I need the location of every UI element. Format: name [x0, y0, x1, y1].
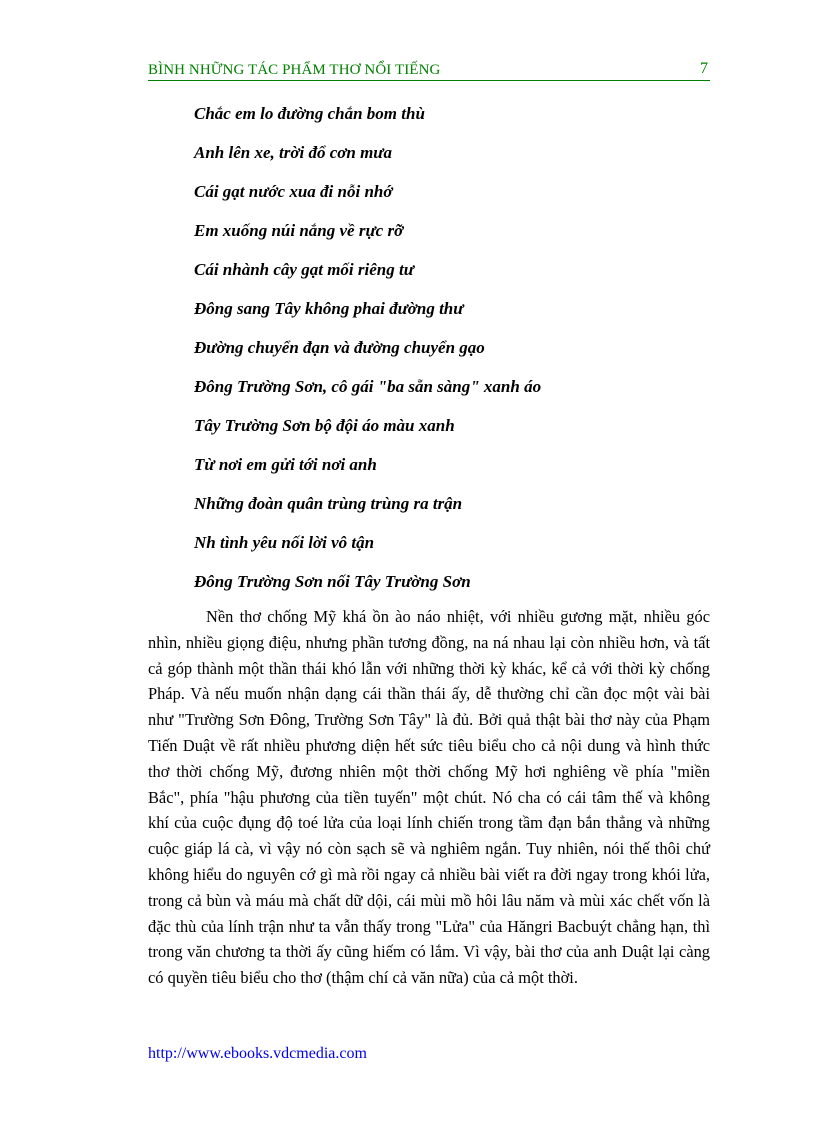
running-header	[148, 60, 710, 81]
verse-line: Những đoàn quân trùng trùng ra trận	[194, 494, 463, 513]
page-number: 7	[700, 60, 708, 77]
verse-line: Tây Trường Sơn bộ đội áo màu xanh	[194, 416, 455, 435]
verse-line: Anh lên xe, trời đổ cơn mưa	[194, 143, 392, 162]
verse-line: Chắc em lo đường chắn bom thù	[194, 104, 425, 123]
verse-line: Đông sang Tây không phai đường thư	[194, 299, 464, 318]
verse-line: Đường chuyển đạn và đường chuyển gạo	[194, 338, 485, 357]
verse-line: Cái nhành cây gạt mối riêng tư	[194, 260, 414, 279]
verse-line: Em xuống núi nắng về rực rỡ	[194, 221, 404, 240]
verse-line: Từ nơi em gửi tới nơi anh	[194, 455, 377, 474]
verse-line: Đông Trường Sơn, cô gái "ba sẵn sàng" xanh áo	[194, 377, 542, 396]
poem-excerpt	[194, 103, 541, 610]
book-title: BÌNH NHỮNG TÁC PHẨM THƠ NỔI TIẾNG	[148, 62, 441, 78]
verse-line: Cái gạt nước xua đi nỗi nhớ	[194, 182, 393, 201]
verse-line: Nh tình yêu nối lời vô tận	[194, 533, 375, 552]
footer-website-link[interactable]: http://www.ebooks.vdcmedia.com	[148, 1045, 367, 1062]
verse-line: Đông Trường Sơn nối Tây Trường Sơn	[194, 572, 471, 591]
commentary-paragraph: Nền thơ chống Mỹ khá ồn ào náo nhiệt, với nhiều gương mặt, nhiều góc nhìn, nhiều giọng điệu, nhưng phần tương đồng, na ná nhau lại còn nhiều hơn, và tất cả góp thành một thần thái khó lẫn với những thời kỳ khác, kể cả với thời kỳ chống Pháp. Và nếu muốn nhận dạng cái thần thái ấy, dễ thường chỉ cần đọc một vài bài như "Trường Sơn Đông, Trường Sơn Tây" là đủ. Bởi quả thật bài thơ này của Phạm Tiến Duật về rất nhiều phương diện hết sức tiêu biểu cho cả nội dung và hình thức thơ thời chống Mỹ, đương nhiên một thời chống Mỹ hơi nghiêng về phía "miền Bắc", phía "hậu phương của tiền tuyến" một chút. Nó cha có cái tâm thế và không khí của cuộc đụng độ toé lửa của loại lính chiến trong tầm đạn bắn thẳng và những cuộc giáp lá cà, vì vậy nó còn sạch sẽ và nghiêm ngắn. Tuy nhiên, nói thế thôi chứ không hiểu do nguyên cớ gì mà rồi ngay cả nhiều bài viết ra đời ngay trong khói lửa, trong cả bùn và máu mà chất dữ dội, cái mùi mồ hôi lâu năm và mùi xác chết vốn là đặc thù của lính trận như ta vẫn thấy trong "Lửa" của Hăngri Bacbuýt chẳng hạn, thì trong văn chương ta thời ấy cũng hiếm có lắm. Vì vậy, bài thơ của anh Duật lại càng có quyền tiêu biểu cho thơ (thậm chí cả văn nữa) của cả một thời.	[148, 607, 710, 988]
